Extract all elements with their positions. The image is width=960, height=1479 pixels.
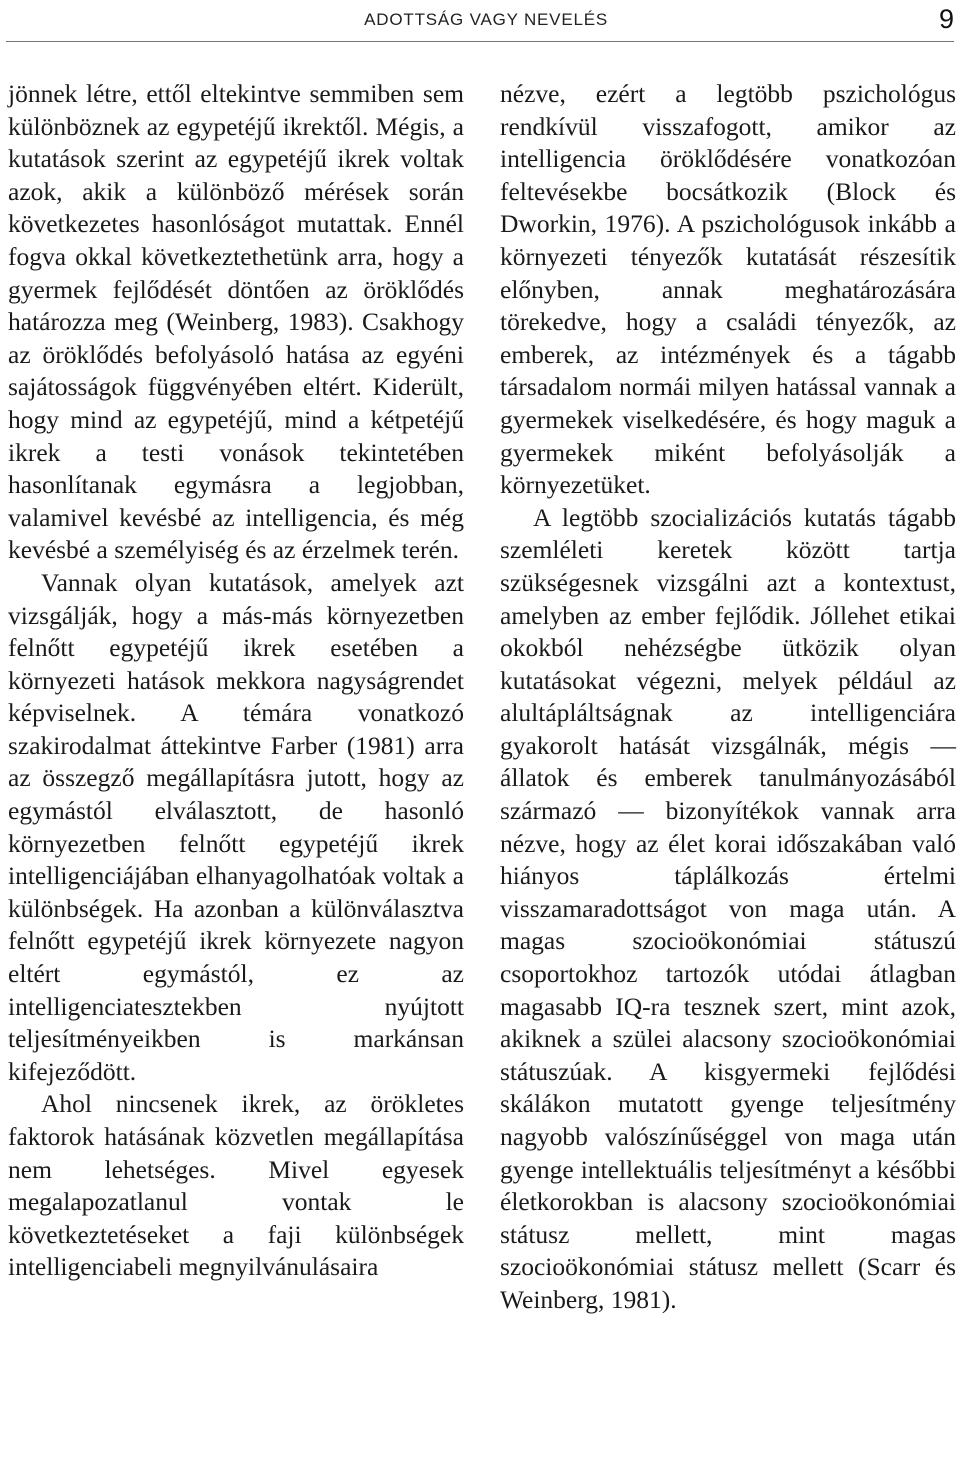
running-header	[0, 4, 960, 34]
right-column	[500, 78, 956, 1317]
paragraph-continued: jönnek létre, ettől eltekintve semmiben sem különböznek az egypetéjű ikrektől. Mégis, a kutatások szerint az egypetéjű ikrek voltak azok, akik a különböző mérések során következetes hasonlóságot mutattak. Ennél fogva okkal következtethetünk arra, hogy a gyermek fejlődését döntően az öröklődés határozza meg (Weinberg, 1983). Csakhogy az öröklődés befolyásoló hatása az egyéni sajátosságok függvényében eltért. Kiderült, hogy mind az egypetéjű, mind a kétpetéjű ikrek a testi vonások tekintetében hasonlítanak egymásra a legjobban, valamivel kevésbé az intelligencia, és még kevésbé a személyiség és az érzelmek terén.	[8, 79, 464, 565]
paragraph: Vannak olyan kutatások, amelyek azt vizsgálják, hogy a más-más környezetben felnőtt egypetéjű ikrek esetében a környezeti hatások mekkora nagyságrendet képviselnek. A témára vonatkozó szakirodalmat áttekintve Farber (1981) arra az összegző megállapításra jutott, hogy az egymástól elválasztott, de hasonló környezetben felnőtt egypetéjű ikrek intelligenciájában elhanyagolhatóak voltak a különbségek. Ha azonban a különválasztva felnőtt egypetéjű ikrek környezete nagyon eltért egymástól, ez az intelligenciatesztekben nyújtott teljesítményeikben is markánsan kifejeződött.	[8, 567, 464, 1086]
page-number: 9	[938, 4, 954, 34]
running-title: ADOTTSÁG VAGY NEVELÉS	[364, 10, 608, 29]
paragraph: Ahol nincsenek ikrek, az örökletes faktorok hatásának közvetlen megállapítása nem lehetséges. Mivel egyesek megalapozatlanul vontak le következtetéseket a faji különbségek intelligenciabeli megnyilvánulásaira	[8, 1089, 464, 1282]
paragraph: A legtöbb szocializációs kutatás tágabb szemléleti keretek között tartja szükségesnek vizsgálni azt a kontextust, amelyben az ember fejlődik. Jóllehet etikai okokból nehézségbe ütközik olyan kutatásokat végezni, melyek például az alultápláltságnak az intelligenciára gyakorolt hatását vizsgálnák, mégis — állatok és emberek tanulmányozásából származó — bizonyítékok vannak arra nézve, hogy az élet korai időszakában való hiányos táplálkozás értelmi visszamaradottságot von maga után. A magas szocioökonómiai státuszú csoportokhoz tartozók utódai átlagban magasabb IQ-ra tesznek szert, mint azok, akiknek a szülei alacsony szocioökonómiai státuszúak. A kisgyermeki fejlődési skálákon mutatott gyenge teljesítmény nagyobb valószínűséggel von maga után gyenge intellektuális teljesítményt a későbbi életkorokban is alacsony szocioökonómiai státusz mellett, mint magas szocioökonómiai státusz mellett (Scarr és Weinberg, 1981).	[500, 502, 956, 1314]
paragraph-continued: nézve, ezért a legtöbb pszichológus rendkívül visszafogott, amikor az intelligencia öröklődésére vonatkozóan feltevésekbe bocsátkozik (Block és Dworkin, 1976). A pszichológusok inkább a környezeti tényezők kutatását részesítik előnyben, annak meghatározására törekedve, hogy a családi tényezők, az emberek, az intézmények és a tágabb társadalom normái milyen hatással vannak a gyermekek viselkedésére, és hogy maguk a gyermekek miként befolyásolják a környezetüket.	[500, 79, 956, 500]
header-rule	[6, 41, 954, 42]
left-column	[8, 78, 464, 1284]
